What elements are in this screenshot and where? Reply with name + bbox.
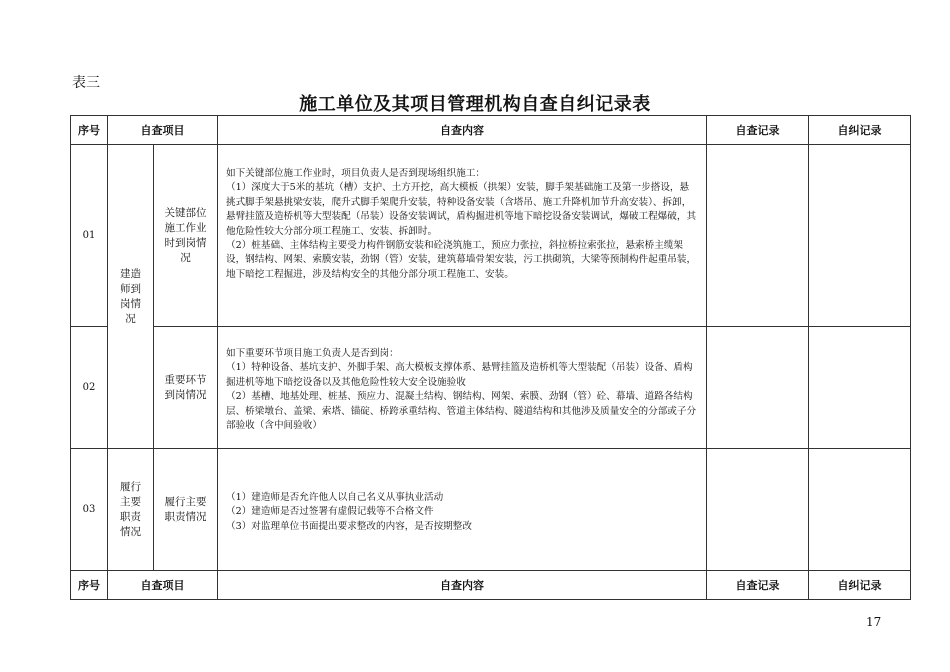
header-item: 自查项目 bbox=[108, 116, 218, 145]
sub-item-cell: 重要环节到岗情况 bbox=[154, 327, 218, 449]
header-no: 序号 bbox=[71, 116, 108, 145]
table-row bbox=[71, 145, 911, 327]
category-cell: 建造师到岗情况 bbox=[108, 145, 154, 449]
content-cell bbox=[218, 327, 707, 449]
sub-item-cell: 关键部位施工作业时到岗情况 bbox=[154, 145, 218, 327]
footer-header-item: 自查项目 bbox=[108, 571, 218, 600]
page-title: 施工单位及其项目管理机构自查自纠记录表 bbox=[299, 94, 651, 115]
footer-header-record: 自查记录 bbox=[707, 571, 809, 600]
header-correction: 自纠记录 bbox=[809, 116, 911, 145]
table-label: 表三 bbox=[72, 75, 100, 91]
footer-header-row bbox=[71, 571, 911, 600]
table-row bbox=[71, 327, 911, 449]
record-cell[interactable] bbox=[707, 145, 809, 327]
sub-item-cell: 履行主要职责情况 bbox=[154, 449, 218, 571]
header-row bbox=[71, 116, 911, 145]
footer-header-no: 序号 bbox=[71, 571, 108, 600]
record-cell[interactable] bbox=[707, 327, 809, 449]
self-check-table bbox=[70, 115, 911, 600]
content-cell bbox=[218, 449, 707, 571]
row-number: 03 bbox=[71, 449, 108, 571]
correction-cell[interactable] bbox=[809, 145, 911, 327]
row-number: 02 bbox=[71, 327, 108, 449]
row-number: 01 bbox=[71, 145, 108, 327]
category-cell: 履行主要职责情况 bbox=[108, 449, 154, 571]
footer-header-content: 自查内容 bbox=[218, 571, 707, 600]
header-record: 自查记录 bbox=[707, 116, 809, 145]
content-cell bbox=[218, 145, 707, 327]
content-text: 如下重要环节项目施工负责人是否到岗： （1）特种设备、基坑支护、外脚手架、高大模板支撑体系、悬臂挂篮及造桥机等大型装配（吊装）设备、盾构掘进机等地下暗挖设备以及其他危险性较大安全设施验收 （2）基槽、地基处理、桩基、预应力、混凝土结构、钢结构、网架、索膜、劲钢（管）砼、幕墙、道路各结构层、桥梁墩台、盖梁、索塔、锚碇、桥跨承重结构、管道主体结构、隧道结构和其他涉及质量安全的分部或子分部验收（含中间验收） bbox=[226, 348, 697, 432]
content-text: （1）建造师是否允许他人以自己名义从事执业活动 （2）建造师是否过签署有虚假记载等不合格文件 （3）对监理单位书面提出要求整改的内容，是否按期整改 bbox=[226, 492, 472, 532]
header-content: 自查内容 bbox=[218, 116, 707, 145]
content-text: 如下关键部位施工作业时，项目负责人是否到现场组织施工： （1）深度大于5米的基坑（槽）支护、土方开挖，高大模板（拱架）安装，脚手架基础施工及第一步搭设，悬挑式脚手架悬挑梁安装，爬升式脚手架爬升安装，特种设备安装（含塔吊、施工升降机加节升高安装）、拆卸，悬臂挂篮及造桥机等大型装配（吊装）设备安装调试，盾构掘进机等地下暗挖设备安装调试，爆破工程爆破，其他危险性较大分部分项工程施工、安装、拆卸时。 （2）桩基础、主体结构主要受力构件钢筋安装和砼浇筑施工，预应力张拉，斜拉桥拉索张拉，悬索桥主缆架设，钢结构、网架、索膜安装，劲钢（管）安装，建筑幕墙骨架安装，污工拱砌筑，大梁等预制构件起重吊装，地下暗挖工程掘进，涉及结构安全的其他分部分项工程施工、安装。 bbox=[226, 168, 697, 280]
record-cell[interactable] bbox=[707, 449, 809, 571]
correction-cell[interactable] bbox=[809, 449, 911, 571]
table-row bbox=[71, 449, 911, 571]
correction-cell[interactable] bbox=[809, 327, 911, 449]
footer-header-correction: 自纠记录 bbox=[809, 571, 911, 600]
page-number: 17 bbox=[866, 615, 882, 629]
